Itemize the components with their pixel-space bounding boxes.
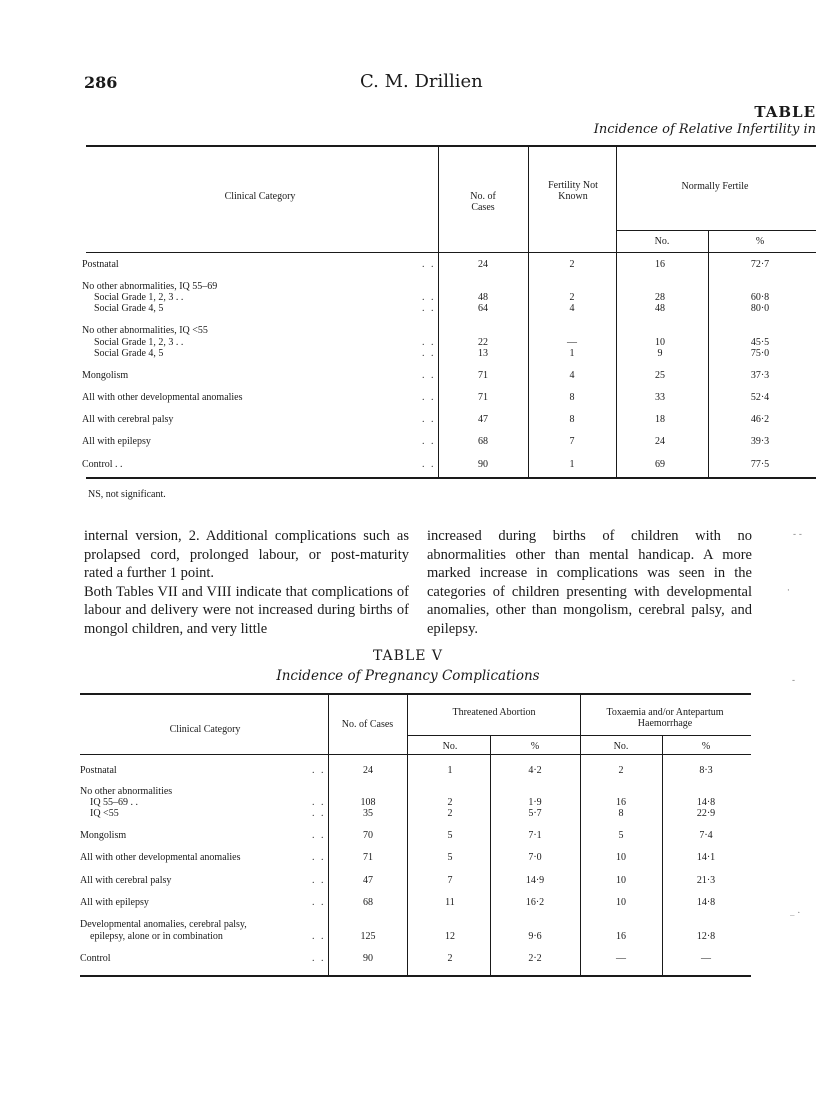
leader-dots: . . xyxy=(422,392,436,403)
table4-row-label: No other abnormalities, IQ <55 xyxy=(82,325,208,336)
table5-cell-ta_pct: 14·9 xyxy=(525,875,545,886)
table4-cell-cases: 71 xyxy=(478,392,488,403)
table4-cell-cases: 24 xyxy=(478,259,488,270)
table5-cell-ta_no: 11 xyxy=(445,897,455,908)
table5-cell-tx_no: 16 xyxy=(616,931,626,942)
table4-cell-no: 24 xyxy=(655,436,665,447)
table4-row-label: No other abnormalities, IQ 55–69 xyxy=(82,281,218,292)
table4-cell-cases: 64 xyxy=(478,303,488,314)
table4-cell-cases: 13 xyxy=(478,348,488,359)
table5-cell-cases: 125 xyxy=(360,931,376,942)
table4-row-label: All with other developmental anomalies xyxy=(82,392,243,403)
table4-vrule xyxy=(438,147,439,477)
table5-cell-tx_no: — xyxy=(616,953,626,964)
table5-cell-tx_no: 10 xyxy=(616,875,626,886)
leader-dots: . . xyxy=(422,414,436,425)
table4-cell-nk: — xyxy=(567,337,577,348)
table5-row-label: No other abnormalities xyxy=(80,786,173,797)
table4-header-pct: % xyxy=(755,236,765,247)
table4-vrule xyxy=(708,230,709,477)
table4-header-normal: Normally Fertile xyxy=(681,181,749,192)
table4-cell-nk: 2 xyxy=(569,259,575,270)
table4-cell-nk: 1 xyxy=(569,348,575,359)
table4-cell-nk: 4 xyxy=(569,370,575,381)
table4-header-no: No. xyxy=(654,236,670,247)
table5-cell-ta_pct: 5·7 xyxy=(528,808,542,819)
table5-header-ta-no: No. xyxy=(442,741,458,752)
table5-cell-cases: 68 xyxy=(363,897,373,908)
table5-row-label: All with other developmental anomalies xyxy=(80,852,241,863)
scan-mark: - - xyxy=(793,530,802,540)
table5-cell-tx_no: 10 xyxy=(616,852,626,863)
table5-cell-ta_no: 7 xyxy=(447,875,453,886)
table4-header-rule xyxy=(86,252,816,253)
leader-dots: . . xyxy=(422,436,436,447)
leader-dots: . . xyxy=(312,931,326,942)
table4-cell-nk: 8 xyxy=(569,392,575,403)
table4-cell-cases: 48 xyxy=(478,292,488,303)
table4-cell-cases: 71 xyxy=(478,370,488,381)
table5-vrule xyxy=(490,735,491,975)
table5-cell-ta_no: 2 xyxy=(447,797,453,808)
table4-row-label: Mongolism xyxy=(82,370,129,381)
table5-cell-ta_no: 2 xyxy=(447,808,453,819)
table5-cell-tx_no: 10 xyxy=(616,897,626,908)
table4-cell-pct: 60·8 xyxy=(750,292,770,303)
leader-dots: . . xyxy=(312,852,326,863)
table4-row-label: Social Grade 4, 5 xyxy=(94,303,164,314)
table4-cell-pct: 46·2 xyxy=(750,414,770,425)
table5-cell-tx_no: 5 xyxy=(618,830,624,841)
table5-cell-tx_no: 16 xyxy=(616,797,626,808)
table4-cell-pct: 77·5 xyxy=(750,459,770,470)
table5-header-tx-pct: % xyxy=(701,741,711,752)
table4-cell-nk: 7 xyxy=(569,436,575,447)
table4-row-label: Social Grade 1, 2, 3 . . xyxy=(94,337,184,348)
scan-mark: _ . xyxy=(790,906,801,916)
table4-vrule xyxy=(528,147,529,477)
table5-row-label: epilepsy, alone or in combination xyxy=(90,931,223,942)
table4-footnote: NS, not significant. xyxy=(88,489,166,500)
table4-header-not-known: Fertility Not Known xyxy=(548,180,598,202)
table4-cell-pct: 39·3 xyxy=(750,436,770,447)
table5-row-label: Postnatal xyxy=(80,765,117,776)
table4-bottom-rule xyxy=(86,477,816,479)
leader-dots: . . xyxy=(422,459,436,470)
leader-dots: . . xyxy=(312,797,326,808)
table4-cell-no: 16 xyxy=(655,259,665,270)
table5-vrule xyxy=(407,695,408,975)
scan-mark: - xyxy=(792,676,796,686)
table5-vrule xyxy=(662,735,663,975)
table5-cell-cases: 47 xyxy=(363,875,373,886)
table5-cell-ta_no: 12 xyxy=(445,931,455,942)
table4-header-category: Clinical Category xyxy=(224,191,296,202)
table4-cell-cases: 22 xyxy=(478,337,488,348)
table5-bottom-rule xyxy=(80,975,751,977)
table4-cell-pct: 75·0 xyxy=(750,348,770,359)
table5-cell-cases: 71 xyxy=(363,852,373,863)
table5-vrule xyxy=(328,695,329,975)
leader-dots: . . xyxy=(422,370,436,381)
leader-dots: . . xyxy=(312,875,326,886)
running-title: C. M. Drillien xyxy=(360,71,483,92)
table5-header-rule xyxy=(80,754,751,755)
table5-header-category: Clinical Category xyxy=(169,724,241,735)
table5-cell-tx_pct: 12·8 xyxy=(696,931,716,942)
table5-row-label: All with cerebral palsy xyxy=(80,875,172,886)
leader-dots: . . xyxy=(422,337,436,348)
table4-vrule xyxy=(616,147,617,477)
table5-header-tx-no: No. xyxy=(613,741,629,752)
table5-header-ta: Threatened Abortion xyxy=(452,707,536,718)
table5-cell-ta_pct: 7·1 xyxy=(528,830,542,841)
table5-cell-tx_pct: 8·3 xyxy=(699,765,713,776)
table4-title: TABLE xyxy=(754,103,816,121)
table4-cell-pct: 37·3 xyxy=(750,370,770,381)
table5-subheader-rule xyxy=(407,735,751,736)
table5-row-label: Control xyxy=(80,953,111,964)
scan-mark: · xyxy=(787,586,790,596)
leader-dots: . . xyxy=(422,292,436,303)
table4-row-label: Social Grade 4, 5 xyxy=(94,348,164,359)
table5-cell-cases: 90 xyxy=(363,953,373,964)
table4-cell-no: 18 xyxy=(655,414,665,425)
table5-cell-cases: 108 xyxy=(360,797,376,808)
table4-subheader-rule xyxy=(616,230,816,231)
table4-cell-no: 10 xyxy=(655,337,665,348)
table4-cell-no: 25 xyxy=(655,370,665,381)
table5-cell-cases: 70 xyxy=(363,830,373,841)
table4-cell-nk: 2 xyxy=(569,292,575,303)
table5-cell-ta_pct: 1·9 xyxy=(528,797,542,808)
leader-dots: . . xyxy=(312,953,326,964)
table4-row-label: All with cerebral palsy xyxy=(82,414,174,425)
table4-cell-no: 33 xyxy=(655,392,665,403)
body-text-right: increased during births of children with no abnormalities other than mental handicap. A more marked increase in complications was seen in the categories of children presenting with developmental anomalies, other than mongolism, cerebral palsy, and epilepsy. xyxy=(427,528,752,637)
table5-top-rule xyxy=(80,693,751,695)
table4-row-label: Postnatal xyxy=(82,259,119,270)
table5-vrule xyxy=(580,695,581,975)
table4-header-cases: No. of Cases xyxy=(470,191,496,213)
table4-cell-pct: 45·5 xyxy=(750,337,770,348)
table5-cell-tx_pct: 14·8 xyxy=(696,897,716,908)
leader-dots: . . xyxy=(312,897,326,908)
table5-cell-tx_pct: 7·4 xyxy=(699,830,713,841)
table5-cell-tx_pct: 21·3 xyxy=(696,875,716,886)
table5-cell-tx_pct: 14·1 xyxy=(696,852,716,863)
table4-cell-pct: 72·7 xyxy=(750,259,770,270)
page-number: 286 xyxy=(84,73,118,92)
table5-header-tox: Toxaemia and/or Antepartum Haemorrhage xyxy=(606,707,724,729)
table5-cell-cases: 35 xyxy=(363,808,373,819)
table5-title: TABLE V xyxy=(372,648,444,664)
table5-cell-ta_no: 5 xyxy=(447,852,453,863)
table5-cell-cases: 24 xyxy=(363,765,373,776)
table4-cell-nk: 4 xyxy=(569,303,575,314)
table4-cell-pct: 80·0 xyxy=(750,303,770,314)
table5-cell-ta_no: 5 xyxy=(447,830,453,841)
table5-row-label: IQ 55–69 . . xyxy=(90,797,139,808)
leader-dots: . . xyxy=(422,259,436,270)
table5-cell-tx_pct: — xyxy=(701,953,711,964)
table5-row-label: All with epilepsy xyxy=(80,897,149,908)
leader-dots: . . xyxy=(312,765,326,776)
body-text-left: internal version, 2. Additional complications such as prolapsed cord, prolonged labour, or post-maturity rated a further 1 point. Both Tables VII and VIII indicate that complications of labour and delivery were not increased during births of mongol children, and very little xyxy=(84,528,409,637)
leader-dots: . . xyxy=(312,808,326,819)
table5-header-cases: No. of Cases xyxy=(341,719,394,730)
table5-caption: Incidence of Pregnancy Complications xyxy=(276,668,540,684)
table5-cell-tx_no: 2 xyxy=(618,765,624,776)
leader-dots: . . xyxy=(422,348,436,359)
table4-row-label: Social Grade 1, 2, 3 . . xyxy=(94,292,184,303)
table5-row-label: IQ <55 xyxy=(90,808,119,819)
table5-cell-tx_pct: 22·9 xyxy=(696,808,716,819)
table5-row-label: Mongolism xyxy=(80,830,127,841)
table5-cell-ta_no: 2 xyxy=(447,953,453,964)
table5-cell-ta_pct: 4·2 xyxy=(528,765,542,776)
table5-cell-ta_pct: 9·6 xyxy=(528,931,542,942)
table5-header-ta-pct: % xyxy=(530,741,540,752)
table4-caption: Incidence of Relative Infertility in xyxy=(593,122,816,137)
table4-row-label: All with epilepsy xyxy=(82,436,151,447)
table5-cell-ta_pct: 2·2 xyxy=(528,953,542,964)
table5-cell-ta_pct: 7·0 xyxy=(528,852,542,863)
table5-row-label: Developmental anomalies, cerebral palsy, xyxy=(80,919,247,930)
table4-cell-nk: 8 xyxy=(569,414,575,425)
table5-cell-ta_pct: 16·2 xyxy=(525,897,545,908)
table4-row-label: Control . . xyxy=(82,459,123,470)
table4-cell-no: 28 xyxy=(655,292,665,303)
table4-cell-cases: 90 xyxy=(478,459,488,470)
table4-cell-nk: 1 xyxy=(569,459,575,470)
table4-cell-cases: 68 xyxy=(478,436,488,447)
table4-cell-no: 69 xyxy=(655,459,665,470)
leader-dots: . . xyxy=(312,830,326,841)
table4-cell-no: 9 xyxy=(657,348,663,359)
table4-cell-cases: 47 xyxy=(478,414,488,425)
table5-cell-tx_pct: 14·8 xyxy=(696,797,716,808)
table4-cell-pct: 52·4 xyxy=(750,392,770,403)
table5-cell-tx_no: 8 xyxy=(618,808,624,819)
table5-cell-ta_no: 1 xyxy=(447,765,453,776)
table4-cell-no: 48 xyxy=(655,303,665,314)
table4-top-rule xyxy=(86,145,816,147)
leader-dots: . . xyxy=(422,303,436,314)
